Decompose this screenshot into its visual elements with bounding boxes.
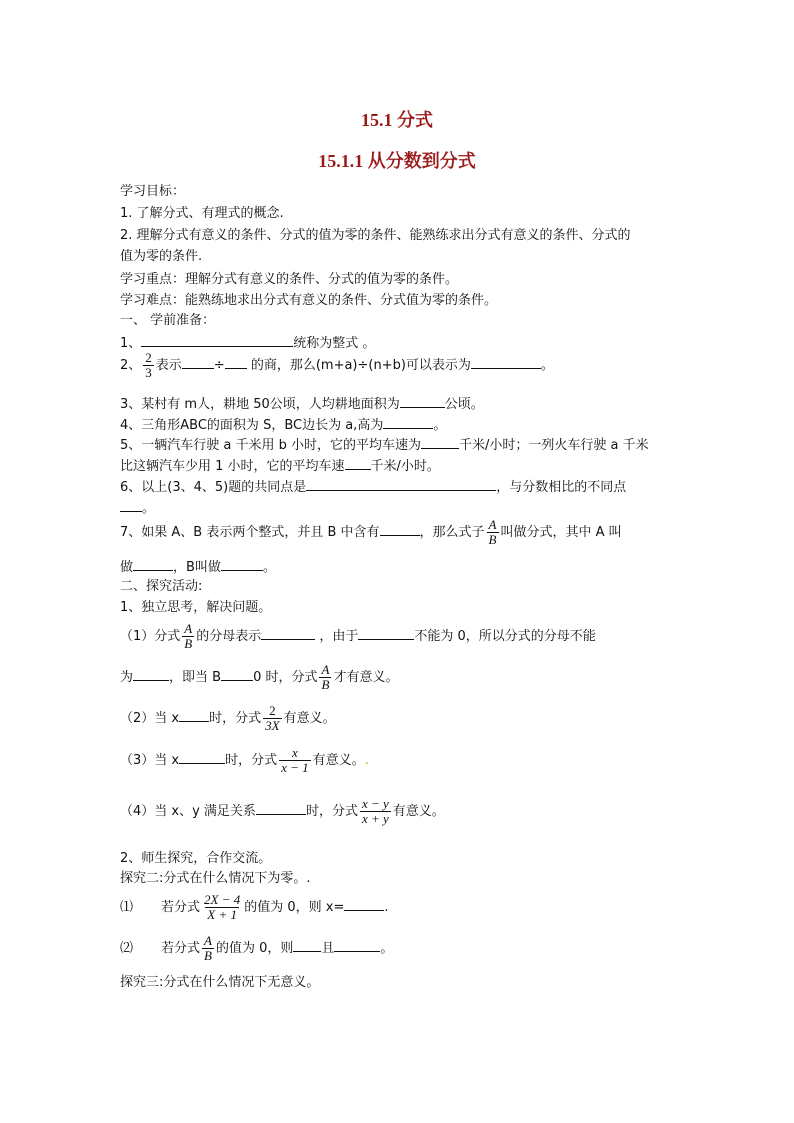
explore-step-1: 1、独立思考，解决问题。: [120, 600, 272, 615]
explore-heading: 二、探究活动:: [120, 579, 203, 594]
q5-text-b: 千米/小时；一列火车行驶 a 千米: [459, 438, 649, 453]
prep-question-3: [120, 394, 484, 414]
e1-text-d: 为: [120, 670, 134, 685]
answer-blank[interactable]: [261, 626, 315, 640]
prep-question-1: [120, 333, 375, 353]
q7-text-e: ，B叫做: [173, 560, 221, 575]
explore-item-2: [120, 704, 336, 733]
page-title: 15.1 分式: [361, 110, 433, 130]
e3-text-a: （3）当 x: [120, 753, 180, 768]
e4-text-c: 有意义。: [392, 804, 445, 819]
q7-text-c: 叫做分式，其中 A 叫: [500, 525, 622, 540]
prep-question-2: [120, 351, 554, 380]
q7-end: 。: [262, 560, 276, 575]
answer-blank[interactable]: [133, 667, 169, 681]
goal-1: 1. 了解分式、有理式的概念.: [120, 206, 284, 221]
answer-blank[interactable]: [400, 394, 445, 408]
e4-text-a: （4）当 x、y 满足关系: [120, 804, 256, 819]
z2-text-c: 且: [321, 941, 335, 956]
e4-text-b: 时，分式: [305, 804, 358, 819]
answer-blank[interactable]: [221, 667, 253, 681]
explore-item-1-line-2: [120, 663, 398, 692]
z2-number: ⑵: [120, 941, 134, 956]
q1-text: 统称为整式 。: [293, 336, 376, 351]
z2-text-b: 的值为 0，则: [215, 941, 294, 956]
e1-text-g: 才有意义。: [333, 670, 399, 685]
answer-blank[interactable]: [120, 498, 142, 512]
answer-blank[interactable]: [344, 897, 384, 911]
e3-text-b: 时，分式: [225, 753, 278, 768]
answer-blank[interactable]: [179, 750, 225, 764]
e1-text-b: ，由于: [315, 629, 359, 644]
answer-blank[interactable]: [383, 415, 433, 429]
e1-label: （1）分式: [120, 629, 181, 644]
q6-text-b: ，与分数相比的不同点: [496, 480, 627, 495]
prep-question-7-line-1: [120, 518, 622, 547]
fraction-x-over-x-minus-1: $\frac{x}{x - 1}$: [281, 745, 309, 775]
e2-text-b: 时，分式: [209, 711, 262, 726]
prep-question-6-line-2: [120, 498, 155, 518]
q2-text-b: 的商，那么(m+a)÷(n+b)可以表示为: [246, 358, 471, 373]
prep-question-6-line-1: [120, 477, 626, 497]
fraction-a-over-b: $\frac{A}{B}$: [184, 621, 193, 651]
answer-blank[interactable]: [179, 708, 209, 722]
answer-blank[interactable]: [182, 355, 214, 369]
e1-text-a: 的分母表示: [196, 629, 262, 644]
e3-text-c: 有意义。: [312, 753, 365, 768]
q7-text-b: ，那么式子: [419, 525, 485, 540]
fraction-a-over-b: $\frac{A}{B}$: [204, 933, 212, 963]
page-subtitle: 15.1.1 从分数到分式: [318, 151, 476, 171]
answer-blank[interactable]: [345, 456, 371, 470]
q5-text-c: 比这辆汽车少用 1 小时，它的平均车速: [120, 459, 345, 474]
q1-number: 1、: [120, 336, 142, 351]
answer-blank[interactable]: [334, 938, 380, 952]
difficulty: 学习难点：能熟练地求出分式有意义的条件、分式值为零的条件。: [120, 293, 498, 308]
fraction-2-3: $\frac{2}{3}$: [145, 350, 152, 380]
e1-text-e: ，即当 B: [169, 670, 222, 685]
key-point: 学习重点：理解分式有意义的条件、分式的值为零的条件。: [120, 272, 459, 287]
answer-blank[interactable]: [221, 557, 263, 571]
fraction-a-over-b: $\frac{A}{B}$: [488, 517, 497, 547]
q2-end: 。: [540, 358, 554, 373]
prep-question-5-line-1: [120, 435, 649, 455]
q2-divide: ÷: [213, 358, 225, 373]
e1-text-f: 0 时，分式: [253, 670, 318, 685]
explore-item-4: [120, 797, 445, 826]
answer-blank[interactable]: [358, 626, 414, 640]
answer-blank[interactable]: [141, 333, 293, 347]
answer-blank[interactable]: [256, 801, 306, 815]
explore-item-1-line-1: [120, 622, 596, 651]
z1-text-b: 的值为 0，则 x=: [244, 900, 345, 915]
answer-blank[interactable]: [293, 938, 321, 952]
answer-blank[interactable]: [421, 435, 459, 449]
q2-text-a: 表示: [155, 358, 182, 373]
q5-text-d: 千米/小时。: [370, 459, 440, 474]
prep-question-5-line-2: [120, 456, 440, 476]
e1-text-c: 不能为 0，所以分式的分母不能: [414, 629, 596, 644]
goal-2-line-1: 2. 理解分式有意义的条件、分式的值为零的条件、能熟练求出分式有意义的条件、分式的: [120, 228, 631, 243]
z2-end: 。: [380, 941, 394, 956]
answer-blank[interactable]: [133, 557, 173, 571]
q5-text-a: 5、一辆汽车行驶 a 千米用 b 小时，它的平均车速为: [120, 438, 422, 453]
q6-text-a: 6、以上(3、4、5)题的共同点是: [120, 480, 307, 495]
stray-dot: .: [364, 753, 369, 768]
z1-text-a: 若分式: [161, 900, 201, 915]
q3-text: 3、某村有 m人，耕地 50公顷，人均耕地面积为: [120, 397, 400, 412]
q6-end: 。: [142, 501, 156, 516]
z2-text-a: 若分式: [161, 941, 201, 956]
q4-end: 。: [433, 418, 447, 433]
q7-text-d: 做: [120, 560, 134, 575]
q4-text: 4、三角形ABC的面积为 S，BC边长为 a,高为: [120, 418, 384, 433]
fraction-x-minus-y-over-x-plus-y: $\frac{x - y}{x + y}$: [361, 796, 389, 826]
e2-text-a: （2）当 x: [120, 711, 180, 726]
fraction-2x-minus-4-over-x-plus-1: $\frac{2X - 4}{X + 1}$: [204, 892, 241, 922]
fraction-a-over-b: $\frac{A}{B}$: [321, 662, 330, 692]
explore-part-3-heading: 探究三:分式在什么情况下无意义。: [120, 975, 320, 990]
z1-number: ⑴: [120, 900, 134, 915]
explore-step-2: 2、师生探究，合作交流。: [120, 851, 272, 866]
e2-text-c: 有意义。: [283, 711, 336, 726]
prep-question-4: [120, 415, 446, 435]
answer-blank[interactable]: [225, 355, 247, 369]
goals-heading: 学习目标：: [120, 184, 186, 199]
q7-text-a: 7、如果 A、B 表示两个整式，并且 B 中含有: [120, 525, 380, 540]
answer-blank[interactable]: [471, 355, 541, 369]
z1-end: .: [384, 900, 389, 915]
q2-number: 2、: [120, 358, 142, 373]
goal-2-line-2: 值为零的条件.: [120, 249, 203, 264]
answer-blank[interactable]: [380, 522, 420, 536]
explore-item-3: [120, 746, 369, 775]
prep-heading: 一、 学前准备：: [120, 313, 216, 328]
zero-item-1: [120, 893, 389, 922]
fraction-2-over-3x: $\frac{2}{3X}$: [265, 703, 280, 733]
answer-blank[interactable]: [306, 477, 496, 491]
prep-question-7-line-2: [120, 557, 276, 577]
explore-part-2-heading: 探究二:分式在什么情况下为零。.: [120, 871, 311, 886]
q3-unit: 公顷。: [444, 397, 484, 412]
zero-item-2: [120, 934, 393, 963]
